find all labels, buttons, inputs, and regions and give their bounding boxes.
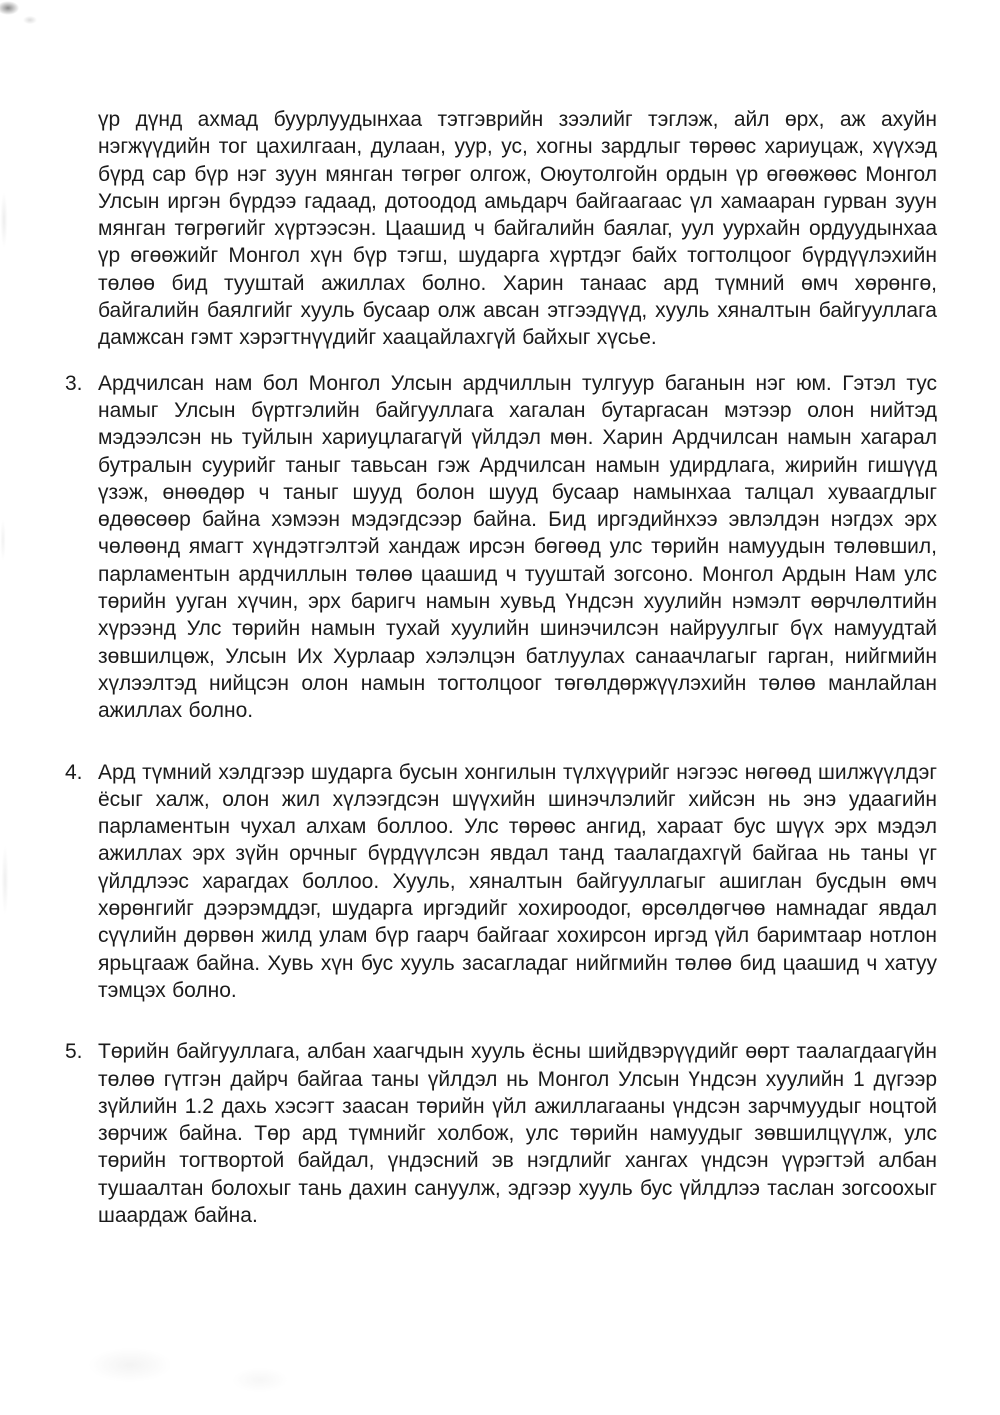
- scan-noise-bottom-left: [20, 1320, 350, 1410]
- paragraph-item-4: [65, 759, 937, 1005]
- list-number-4: 4.: [65, 760, 83, 784]
- paragraph-text: Ардчилсан нам бол Монгол Улсын ардчиллын тулгуур баганын нэг юм. Гэтэл тус намыг Улсын бүртгэлийн байгууллага хагалан бутаргасан мэтээр олон нийтэд мэдээлсэн нь туйлын хариуцлагагүй үйлдэл мөн. Харин Ардчилсан намын хагарал бутралын суурийг таныг тавьсан гэж Ардчилсан намын удирдлага, жирийн гишүүд үзэж, өнөөдөр ч таныг шууд болон шууд бусаар намынхаа талцал хуваагдлыг өдөөсөөр байна хэмээн мэдэгдсээр байна. Бид иргэдийнхээ эвлэлдэн нэгдэх эрх чөлөөнд ямагт хүндэтгэлтэй хандаж ирсэн бөгөөд улс төрийн намуудын төлөвшил, парламентын ардчиллын төлөө цаашид ч тууштай зогсоно. Монгол Ардын Нам улс төрийн ууган хүчин, эрх баригч намын хувьд Үндсэн хуулийн нэмэлт өөрчлөлтийн хүрээнд Улс төрийн намын тухай хуулийн шинэчилсэн найруулгыг бүх намуудтай зөвшилцөж, Улсын Их Хурлаар хэлэлцэн батлуулах санаачлагыг гарган, нийгмийн хүлээлтэд нийцсэн олон намын тогтолцоог төгөлдөржүүлэхийн төлөө манлайлан ажиллах болно.: [98, 371, 937, 723]
- scan-noise-left-edge: [0, 120, 14, 1020]
- list-number-3: 3.: [65, 371, 83, 395]
- paragraph-item-5: [65, 1038, 937, 1229]
- paragraph-text: үр дүнд ахмад буурлуудынхаа тэтгэврийн зээлийг тэглэж, айл өрх, аж ахуйн нэгжүүдийн тог цахилгаан, дулаан, уур, ус, хогны зардлыг төрөөс хариуцаж, хүүхэд бүрд сар бүр нэг зуун мянган төгрөг олгож, Оюутолгойн ордын үр өгөөжөөс Монгол Улсын иргэн бүрдээ гадаад, дотоодод амьдарч байгаагаас үл хамааран гурван зуун мянган төгрөгийг хүртээсэн. Цаашид ч байгалийн баялаг, уул уурхайн ордуудынхаа үр өгөөжийг Монгол хүн бүр тэгш, шударга хүртдэг байх тогтолцоог бүрдүүлэхийн төлөө бид тууштай ажиллах болно. Харин танаас ард түмний өмч хөрөнгө, байгалийн баялгийг хууль бусаар олж авсан этгээдүүд, хууль хяналтын байгууллага дамжсан гэмт хэрэгтнүүдийг хаацайлахгүй байхыг хүсье.: [98, 108, 937, 350]
- letter-body: [65, 106, 937, 1263]
- paragraph-item-3: [65, 370, 937, 725]
- scan-noise-top-left: [0, 0, 46, 34]
- paragraph-continuation: [65, 106, 937, 352]
- paragraph-text: Ард түмний хэлдгээр шударга бусын хонгилын түлхүүрийг нэгээс нөгөөд шилжүүлдэг ёсыг халж, олон жил хүлээгдсэн шүүхийн шинэчлэлийг хийсэн нь энэ удаагийн парламентын чухал алхам боллоо. Улс төрөөс ангид, хараат бус шүүх эрх мэдэл ажиллах эрх зүйн орчныг бүрдүүлсэн явдал танд таалагдахгүй байгаа нь таны үг үйлдлээс харагдах боллоо. Хууль, хяналтын байгууллагыг ашиглан бусдын өмч хөрөнгийг дээрэмддэг, шударга иргэдийг хохироодог, өрсөлдөгчөө намнадаг явдал сүүлийн дөрвөн жилд улам бүр гаарч байгааг хохирсон иргэд үйл баримтаар нотлон ярьцгааж байна. Хувь хүн бус хууль засагладаг нийгмийн төлөө бид цаашид ч хатуу тэмцэх болно.: [98, 760, 937, 1002]
- list-number-5: 5.: [65, 1040, 83, 1064]
- paragraph-text: Төрийн байгууллага, албан хаагчдын хууль ёсны шийдвэрүүдийг өөрт таалагдаагүйн төлөө гүтгэн дайрч байгаа таны үйлдэл нь Монгол Улсын Үндсэн хуулийн 1 дүгээр зүйлийн 1.2 дахь хэсэгт заасан төрийн үйл ажиллагааны үндсэн зарчмуудыг ноцтой зөрчиж байна. Төр ард түмнийг холбож, улс төрийн намуудыг зөвшилцүүлж, улс төрийн тогтвортой байдал, үндэсний эв нэгдлийг хангах үндсэн үүрэгтэй албан тушаалтан болохыг тань дахин сануулж, эдгээр хууль бус үйлдлээ таслан зогсоохыг шаардаж байна.: [98, 1040, 937, 1227]
